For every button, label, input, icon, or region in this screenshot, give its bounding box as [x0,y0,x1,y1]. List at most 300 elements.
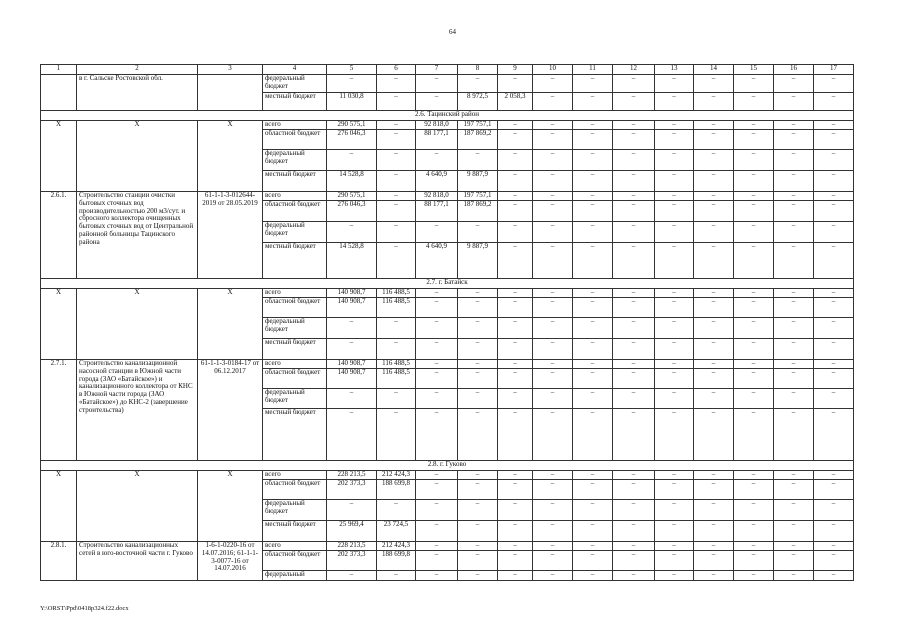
amount-cell: 14 528,8 [327,243,377,279]
amount-cell: – [327,571,377,581]
column-number: 10 [533,65,573,75]
total-marker: Х [41,121,77,192]
amount-cell: – [613,551,655,571]
amount-cell: – [498,471,533,480]
amount-cell: – [613,75,655,93]
amount-cell: – [498,150,533,171]
amount-cell: – [533,318,573,339]
amount-cell: – [573,222,613,243]
amount-cell: – [573,243,613,279]
amount-cell: – [573,93,613,111]
amount-cell: – [694,360,734,369]
amount-cell: – [377,192,416,201]
amount-cell: – [694,289,734,298]
amount-cell: – [533,222,573,243]
amount-cell: – [377,318,416,339]
amount-cell: – [694,201,734,222]
amount-cell: 4 640,9 [416,171,458,192]
amount-cell: – [613,289,655,298]
amount-cell: – [774,130,814,150]
amount-cell: – [613,389,655,409]
amount-cell: 228 213,5 [327,542,377,551]
amount-cell: – [613,201,655,222]
amount-cell: – [694,500,734,521]
amount-cell: 88 177,1 [416,201,458,222]
amount-cell: – [573,75,613,93]
amount-cell: – [377,243,416,279]
amount-cell: – [533,551,573,571]
amount-cell: – [327,150,377,171]
amount-cell: – [573,551,613,571]
budget-source-label: федеральный бюджет [263,318,327,339]
amount-cell: – [573,369,613,389]
budget-source-label: местный бюджет [263,93,327,111]
column-number: 1 [41,65,77,75]
amount-cell: 92 818,0 [416,121,458,130]
amount-cell: – [533,389,573,409]
budget-source-label: федеральный бюджет [263,389,327,409]
amount-cell: 140 908,7 [327,360,377,369]
amount-cell: – [533,471,573,480]
budget-source-label: областной бюджет [263,480,327,500]
amount-cell: – [814,150,854,171]
budget-source-label: федеральный бюджет [263,222,327,243]
amount-cell: – [655,201,694,222]
amount-cell: – [774,551,814,571]
amount-cell: – [613,121,655,130]
amount-cell: – [613,192,655,201]
amount-cell: 187 869,2 [458,130,498,150]
amount-cell: – [416,389,458,409]
budget-source-label: федеральный бюджет [263,150,327,171]
amount-cell: – [734,150,774,171]
amount-cell: – [734,243,774,279]
amount-cell: 9 887,9 [458,171,498,192]
amount-cell: 25 969,4 [327,521,377,542]
amount-cell: – [734,192,774,201]
amount-cell: – [734,389,774,409]
section-title: 2.8. г. Гуково [41,461,854,471]
amount-cell: – [814,369,854,389]
amount-cell: 140 908,7 [327,369,377,389]
amount-cell: 116 488,5 [377,369,416,389]
amount-cell: – [734,171,774,192]
amount-cell: – [573,571,613,581]
amount-cell: – [694,551,734,571]
amount-cell: – [458,542,498,551]
amount-cell: – [694,130,734,150]
amount-cell: – [327,500,377,521]
amount-cell: – [655,192,694,201]
amount-cell: – [694,222,734,243]
amount-cell: – [694,171,734,192]
amount-cell: – [774,542,814,551]
column-number: 17 [814,65,854,75]
amount-cell: – [327,75,377,93]
amount-cell: – [416,339,458,360]
amount-cell: – [458,360,498,369]
budget-source-label: областной бюджет [263,130,327,150]
amount-cell: 140 908,7 [327,298,377,318]
amount-cell: – [655,360,694,369]
table-row [41,471,854,480]
amount-cell: – [458,369,498,389]
amount-cell: 23 724,5 [377,521,416,542]
amount-cell: – [377,130,416,150]
amount-cell: – [416,298,458,318]
amount-cell: 9 887,9 [458,243,498,279]
amount-cell: – [655,389,694,409]
amount-cell: – [573,339,613,360]
amount-cell: – [814,521,854,542]
amount-cell: 116 488,5 [377,289,416,298]
budget-source-label: всего [263,542,327,551]
amount-cell: – [416,93,458,111]
amount-cell: – [613,243,655,279]
amount-cell: 212 424,3 [377,542,416,551]
total-marker: Х [41,289,77,360]
amount-cell: – [458,150,498,171]
amount-cell: – [458,521,498,542]
amount-cell: – [573,201,613,222]
amount-cell: – [533,542,573,551]
item-number: 2.7.1. [41,360,77,461]
amount-cell: – [734,121,774,130]
amount-cell: – [458,480,498,500]
amount-cell: – [655,298,694,318]
amount-cell: 197 757,1 [458,192,498,201]
amount-cell: – [774,298,814,318]
amount-cell: – [655,521,694,542]
amount-cell: – [533,243,573,279]
amount-cell: – [416,480,458,500]
amount-cell: – [533,121,573,130]
amount-cell: – [814,243,854,279]
amount-cell: 276 046,3 [327,201,377,222]
section-title-row [41,111,854,121]
amount-cell: – [533,289,573,298]
amount-cell: – [533,150,573,171]
column-number: 8 [458,65,498,75]
amount-cell: – [774,369,814,389]
amount-cell: – [814,471,854,480]
amount-cell: – [814,551,854,571]
amount-cell: – [533,130,573,150]
table-row [41,121,854,130]
amount-cell: – [694,298,734,318]
amount-cell: – [694,571,734,581]
amount-cell: – [774,222,814,243]
column-number: 16 [774,65,814,75]
amount-cell: – [458,551,498,571]
amount-cell: – [533,480,573,500]
amount-cell: – [814,222,854,243]
amount-cell: – [655,130,694,150]
total-marker: Х [198,289,263,360]
column-number: 3 [198,65,263,75]
amount-cell: – [416,222,458,243]
amount-cell: – [416,500,458,521]
amount-cell: – [613,521,655,542]
budget-source-label: областной бюджет [263,201,327,222]
amount-cell: – [694,389,734,409]
amount-cell: – [458,500,498,521]
amount-cell: – [814,360,854,369]
amount-cell: 4 640,9 [416,243,458,279]
amount-cell: – [734,571,774,581]
column-number: 5 [327,65,377,75]
amount-cell: – [573,192,613,201]
budget-source-label: всего [263,289,327,298]
amount-cell: – [734,222,774,243]
amount-cell: – [458,471,498,480]
amount-cell: – [498,222,533,243]
amount-cell: 290 575,1 [327,192,377,201]
amount-cell: – [377,75,416,93]
amount-cell: – [655,222,694,243]
amount-cell: – [377,171,416,192]
amount-cell: – [734,130,774,150]
amount-cell: – [734,360,774,369]
amount-cell: – [694,75,734,93]
amount-cell: – [655,542,694,551]
amount-cell: – [573,130,613,150]
amount-cell: – [377,571,416,581]
amount-cell: – [498,521,533,542]
amount-cell: – [613,93,655,111]
amount-cell: – [573,298,613,318]
amount-cell: – [613,318,655,339]
amount-cell: – [814,571,854,581]
amount-cell: – [377,339,416,360]
amount-cell: – [533,93,573,111]
amount-cell: – [613,339,655,360]
amount-cell: – [694,542,734,551]
section-title-row [41,461,854,471]
amount-cell: – [573,480,613,500]
amount-cell: – [416,318,458,339]
amount-cell: – [533,75,573,93]
amount-cell: – [814,75,854,93]
amount-cell: – [655,289,694,298]
amount-cell: – [416,369,458,389]
amount-cell: – [458,389,498,409]
table-row [41,360,854,369]
amount-cell: – [573,171,613,192]
amount-cell: – [498,121,533,130]
amount-cell: – [655,318,694,339]
amount-cell: – [734,318,774,339]
amount-cell: – [774,93,814,111]
amount-cell: – [694,521,734,542]
amount-cell: – [613,471,655,480]
amount-cell: – [458,222,498,243]
amount-cell: – [573,121,613,130]
amount-cell: – [498,389,533,409]
amount-cell: – [498,289,533,298]
section-title: 2.6. Тацинский район [41,111,854,121]
amount-cell: 290 575,1 [327,121,377,130]
amount-cell: – [774,480,814,500]
amount-cell: – [814,93,854,111]
amount-cell: – [533,409,573,461]
amount-cell: 197 757,1 [458,121,498,130]
object-name: в г. Сальске Ростовской обл. [77,75,198,111]
amount-cell: – [814,339,854,360]
amount-cell: – [458,318,498,339]
amount-cell: – [774,339,814,360]
amount-cell: – [655,500,694,521]
column-number: 14 [694,65,734,75]
amount-cell: – [694,480,734,500]
amount-cell: – [327,318,377,339]
amount-cell: 228 213,5 [327,471,377,480]
amount-cell: – [498,298,533,318]
budget-source-label: федеральный бюджет [263,500,327,521]
amount-cell: – [814,289,854,298]
amount-cell: – [694,121,734,130]
amount-cell: – [533,360,573,369]
budget-source-label: областной бюджет [263,551,327,571]
object-name: Строительство канализационных сетей в юго-восточной части г. Гуково [77,542,198,581]
amount-cell: – [734,369,774,389]
amount-cell: – [613,130,655,150]
amount-cell: – [774,289,814,298]
amount-cell: – [377,201,416,222]
amount-cell: – [533,369,573,389]
amount-cell: – [655,75,694,93]
amount-cell: – [613,171,655,192]
amount-cell: – [774,243,814,279]
column-number: 6 [377,65,416,75]
amount-cell: – [533,298,573,318]
amount-cell: – [573,360,613,369]
amount-cell: 116 488,5 [377,298,416,318]
amount-cell: – [814,500,854,521]
amount-cell: – [573,471,613,480]
amount-cell: – [377,500,416,521]
amount-cell: – [498,243,533,279]
amount-cell: – [613,222,655,243]
amount-cell: 188 699,8 [377,551,416,571]
amount-cell: – [734,551,774,571]
amount-cell: 212 424,3 [377,471,416,480]
amount-cell: – [814,171,854,192]
amount-cell: – [774,171,814,192]
amount-cell: – [458,289,498,298]
total-marker: Х [77,121,198,192]
expertise-code: 61-1-1-3-012644-2019 от 28.05.2019 [198,192,263,279]
amount-cell: – [573,542,613,551]
column-number: 2 [77,65,198,75]
object-name: Строительство станции очистки бытовых сточных вод производительностью 200 м3/сут. и сбросного коллектора очищенных бытовых сточных вод от Центральной районной больницы Тацинского района [77,192,198,279]
column-number: 12 [613,65,655,75]
total-marker: Х [41,471,77,542]
amount-cell: – [694,369,734,389]
amount-cell: – [416,542,458,551]
amount-cell: 202 373,3 [327,551,377,571]
amount-cell: – [694,318,734,339]
budget-source-label: местный бюджет [263,171,327,192]
amount-cell: – [774,192,814,201]
amount-cell: 116 488,5 [377,360,416,369]
amount-cell: – [774,360,814,369]
amount-cell: – [416,75,458,93]
amount-cell: – [498,369,533,389]
amount-cell: – [377,409,416,461]
amount-cell: 92 818,0 [416,192,458,201]
budget-source-label: федеральный [263,571,327,581]
amount-cell: – [498,480,533,500]
expertise-code: 1-6-1-0220-16 от 14.07.2016; 61-1-1-3-0077-16 от 14.07.2016 [198,542,263,581]
amount-cell: – [814,542,854,551]
expertise-code: 61-1-1-3-0184-17 от 06.12.2017 [198,360,263,461]
amount-cell: – [613,500,655,521]
amount-cell: – [498,318,533,339]
amount-cell: – [655,171,694,192]
amount-cell: 202 373,3 [327,480,377,500]
budget-source-label: всего [263,121,327,130]
amount-cell: – [814,298,854,318]
amount-cell: – [498,542,533,551]
amount-cell: – [498,551,533,571]
amount-cell: – [573,389,613,409]
amount-cell: – [613,409,655,461]
amount-cell: – [573,500,613,521]
amount-cell: – [377,150,416,171]
amount-cell: – [734,471,774,480]
column-number: 13 [655,65,694,75]
budget-source-label: местный бюджет [263,521,327,542]
amount-cell: – [573,318,613,339]
amount-cell: – [458,571,498,581]
amount-cell: – [734,201,774,222]
amount-cell: – [694,471,734,480]
amount-cell: – [655,409,694,461]
amount-cell: – [774,500,814,521]
amount-cell: – [327,409,377,461]
amount-cell: – [655,471,694,480]
amount-cell: – [498,571,533,581]
amount-cell: – [694,409,734,461]
amount-cell: – [734,521,774,542]
amount-cell: – [814,121,854,130]
amount-cell: – [533,171,573,192]
amount-cell: – [734,409,774,461]
amount-cell: – [377,93,416,111]
amount-cell: – [774,471,814,480]
amount-cell: – [694,150,734,171]
amount-cell: – [613,298,655,318]
amount-cell: – [814,201,854,222]
amount-cell: – [734,542,774,551]
amount-cell: – [734,339,774,360]
amount-cell: – [774,201,814,222]
amount-cell: – [814,480,854,500]
amount-cell: – [416,409,458,461]
amount-cell: 2 058,3 [498,93,533,111]
item-number: 2.6.1. [41,192,77,279]
amount-cell: – [814,192,854,201]
amount-cell: – [694,339,734,360]
amount-cell: – [573,150,613,171]
amount-cell: 11 030,8 [327,93,377,111]
amount-cell: – [498,500,533,521]
amount-cell: – [498,201,533,222]
amount-cell: – [774,121,814,130]
row-number [41,75,77,111]
column-number: 9 [498,65,533,75]
